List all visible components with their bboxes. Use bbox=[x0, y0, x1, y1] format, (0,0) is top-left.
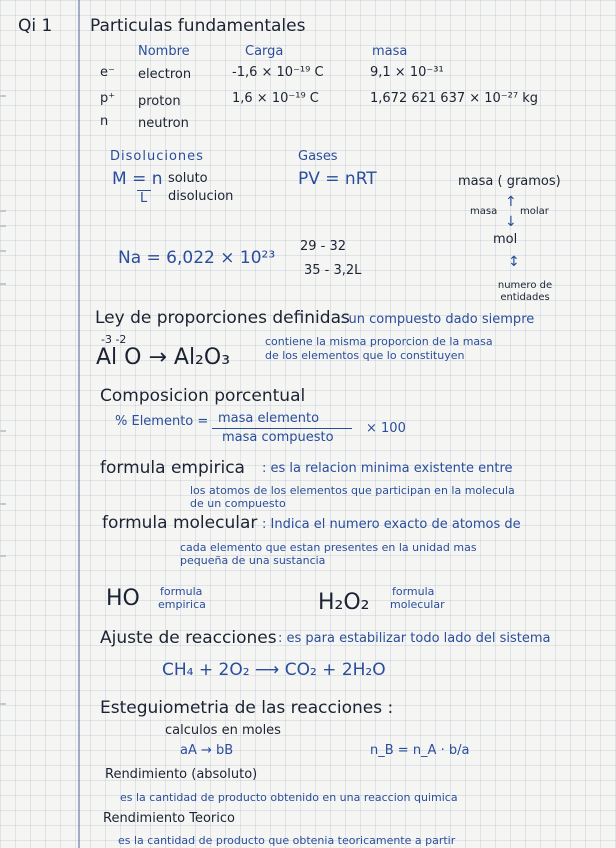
ideal-gas-law: PV = nRT bbox=[298, 169, 377, 189]
arrow-updown-icon: ↕ bbox=[508, 254, 520, 270]
soluto-label: soluto bbox=[168, 171, 208, 186]
diagram-left: masa bbox=[470, 206, 498, 217]
question-label: Qi 1 bbox=[18, 16, 53, 36]
arrow-down-icon: ↓ bbox=[505, 214, 517, 230]
hole-mark bbox=[0, 555, 6, 557]
hole-mark bbox=[0, 283, 6, 285]
stoich-reaction: aA → bB bbox=[180, 743, 234, 758]
composicion-title: Composicion porcentual bbox=[100, 386, 306, 406]
disolucion-label: disolucion bbox=[168, 189, 234, 204]
empirica-text-2: los atomos de los elementos que participan en la molecula bbox=[190, 484, 515, 497]
combustion-equation: CH₄ + 2O₂ ⟶ CO₂ + 2H₂O bbox=[162, 660, 386, 680]
ley-text-2: contiene la misma proporcion de la masa bbox=[265, 335, 493, 348]
empirical-example-label-1: formula bbox=[160, 585, 203, 598]
diagram-bottom: numero de entidades bbox=[497, 280, 553, 303]
molarity-den: L bbox=[140, 191, 148, 206]
stoich-relation: n_B = n_A · b/a bbox=[370, 743, 470, 758]
margin-line bbox=[78, 0, 80, 848]
row-mass: 9,1 × 10⁻³¹ bbox=[370, 65, 444, 80]
ley-formula: Al O → Al₂O₃ bbox=[96, 345, 231, 370]
row-charge: -1,6 × 10⁻¹⁹ C bbox=[232, 65, 324, 80]
hole-mark bbox=[0, 250, 6, 252]
empirical-example-label-2: empirica bbox=[158, 598, 206, 611]
hole-mark bbox=[0, 703, 6, 705]
ley-title: Ley de proporciones definidas bbox=[95, 308, 350, 328]
row-name: proton bbox=[138, 94, 181, 109]
calculos-label: calculos en moles bbox=[165, 723, 281, 738]
ley-text-3: de los elementos que lo constituyen bbox=[265, 349, 465, 362]
gases-heading: Gases bbox=[298, 149, 338, 164]
page-title: Particulas fundamentales bbox=[90, 16, 306, 36]
row-name: neutron bbox=[138, 116, 189, 131]
composicion-numerator: masa elemento bbox=[218, 411, 320, 426]
molecular-title: formula molecular bbox=[102, 513, 258, 533]
row-symbol: e⁻ bbox=[100, 65, 115, 80]
molecular-text-3: pequeña de una sustancia bbox=[180, 554, 326, 567]
ley-text-1: : un compuesto dado siempre bbox=[340, 312, 535, 327]
ley-charges: -3 -2 bbox=[101, 333, 127, 346]
rendimiento-absoluto-text: es la cantidad de producto obtenido en una reaccion quimica bbox=[120, 791, 458, 804]
gas-value-2: 35 - 3,2L bbox=[304, 263, 362, 278]
diagram-top: masa ( gramos) bbox=[458, 174, 561, 189]
diagram-middle: mol bbox=[493, 232, 518, 247]
molecular-text-2: cada elemento que estan presentes en la unidad mas bbox=[180, 541, 477, 554]
estequiometria-title: Esteguiometria de las reacciones : bbox=[100, 698, 394, 718]
table-header-mass: masa bbox=[372, 44, 408, 59]
molecular-example-label-1: formula bbox=[392, 585, 435, 598]
molecular-text-1: : Indica el numero exacto de atomos de bbox=[262, 517, 521, 532]
table-header-charge: Carga bbox=[245, 44, 284, 59]
disoluciones-heading: Disoluciones bbox=[110, 149, 204, 164]
composicion-denominator: masa compuesto bbox=[222, 430, 334, 445]
rendimiento-teorico-text: es la cantidad de producto que obtenia teoricamente a partir bbox=[118, 834, 456, 847]
hole-mark bbox=[0, 225, 6, 227]
rendimiento-teorico-title: Rendimiento Teorico bbox=[103, 811, 235, 826]
gas-value-1: 29 - 32 bbox=[300, 239, 347, 254]
row-mass: 1,672 621 637 × 10⁻²⁷ kg bbox=[370, 91, 539, 106]
arrow-up-icon: ↑ bbox=[505, 194, 517, 210]
ajuste-text: : es para estabilizar todo lado del sistema bbox=[278, 631, 551, 646]
empirica-text-3: de un compuesto bbox=[190, 497, 286, 510]
empirical-example: HO bbox=[106, 586, 140, 611]
row-symbol: p⁺ bbox=[100, 91, 116, 106]
composicion-times: × 100 bbox=[366, 421, 406, 436]
molecular-example-label-2: molecular bbox=[390, 598, 445, 611]
row-symbol: n bbox=[100, 114, 109, 129]
molarity-lhs: M = n bbox=[112, 169, 163, 189]
empirica-title: formula empirica bbox=[100, 458, 245, 478]
molecular-example: H₂O₂ bbox=[318, 590, 370, 615]
rendimiento-absoluto-title: Rendimiento (absoluto) bbox=[105, 767, 258, 782]
composicion-lhs: % Elemento = bbox=[115, 414, 209, 429]
diagram-right: molar bbox=[520, 206, 549, 217]
hole-mark bbox=[0, 95, 6, 97]
empirica-text-1: : es la relacion minima existente entre bbox=[262, 461, 513, 476]
ajuste-title: Ajuste de reacciones bbox=[100, 628, 277, 648]
hole-mark bbox=[0, 210, 6, 212]
row-charge: 1,6 × 10⁻¹⁹ C bbox=[232, 91, 319, 106]
row-name: electron bbox=[138, 67, 192, 82]
avogadro-constant: Na = 6,022 × 10²³ bbox=[118, 248, 276, 268]
fraction-bar bbox=[212, 428, 352, 429]
hole-mark bbox=[0, 430, 6, 432]
table-header-name: Nombre bbox=[138, 44, 190, 59]
hole-mark bbox=[0, 503, 6, 505]
